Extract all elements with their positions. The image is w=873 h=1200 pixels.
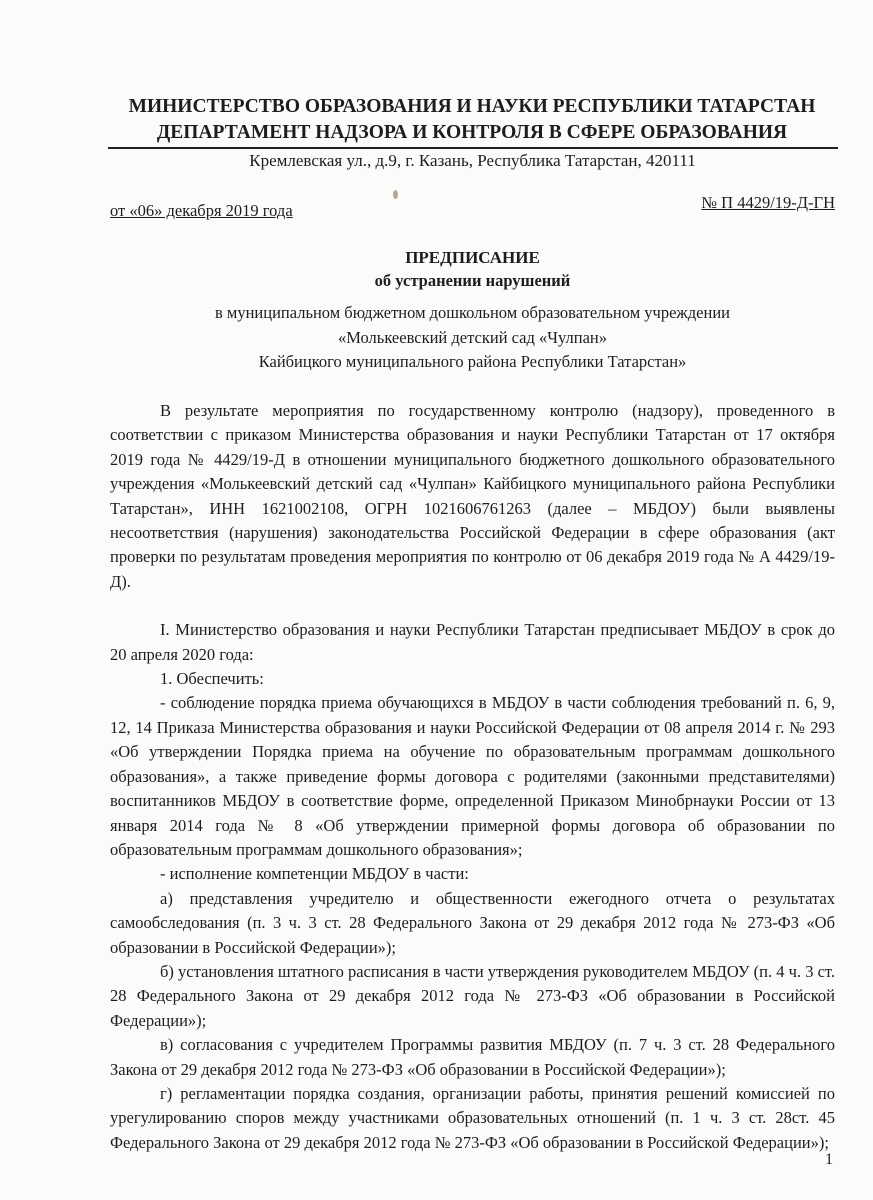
list-item: б) установления штатного расписания в части утверждения руководителем МБДОУ (п. 4 ч. 3 ст. 28 Федерального Закона от 29 декабря 2012 года № 273-ФЗ «Об образовании в Российской Федерации»);	[110, 961, 835, 1030]
list-item: а) представления учредителю и общественности ежегодного отчета о результатах самообследования (п. 3 ч. 3 ст. 28 Федерального Закона от 29 декабря 2012 года № 273-ФЗ «Об образовании в Российской Федерации»);	[110, 888, 835, 957]
department-heading: ДЕПАРТАМЕНТ НАДЗОРА И КОНТРОЛЯ В СФЕРЕ ОБРАЗОВАНИЯ	[156, 122, 788, 143]
institution-line: «Молькеевский детский сад «Чулпан»	[338, 328, 607, 347]
list-item: 1. Обеспечить:	[160, 669, 264, 689]
scan-speck	[393, 190, 398, 199]
address: Кремлевская ул., д.9, г. Казань, Республика Татарстан, 420111	[249, 151, 696, 170]
header-divider	[108, 147, 838, 149]
intro-paragraph: В результате мероприятия по государственному контролю (надзору), проведенного в соответствии с приказом Министерства образования и науки Республики Татарстан от 17 октября 2019 года № 4429/19-Д в отношении муниципального бюджетного дошкольного образовательного учреждения «Молькеевский детский сад «Чулпан» Кайбицкого муниципального района Республики Татарстан», ИНН 1621002108, ОГРН 1021606761263 (далее – МБДОУ) были выявлены несоответствия (нарушения) законодательства Российской Федерации в сфере образования (акт проверки по результатам проведения мероприятия по контролю от 06 декабря 2019 года № А 4429/19-Д).	[110, 401, 835, 591]
ministry-heading: МИНИСТЕРСТВО ОБРАЗОВАНИЯ И НАУКИ РЕСПУБЛИКИ ТАТАРСТАН	[128, 96, 816, 117]
institution-line: в муниципальном бюджетном дошкольном образовательном учреждении	[214, 303, 730, 322]
list-item: - исполнение компетенции МБДОУ в части:	[160, 864, 469, 884]
list-item: г) регламентации порядка создания, организации работы, принятия решений комиссией по урегулированию споров между участниками образовательных отношений (п. 1 ч. 3 ст. 28ст. 45 Федерального Закона от 29 декабря 2012 года № 273-ФЗ «Об образовании в Российской Федерации»);	[110, 1083, 835, 1152]
institution-line: Кайбицкого муниципального района Республики Татарстан»	[258, 352, 687, 371]
list-item: в) согласования с учредителем Программы развития МБДОУ (п. 7 ч. 3 ст. 28 Федерального Закона от 29 декабря 2012 года № 273-ФЗ «Об образовании в Российской Федерации»);	[110, 1035, 835, 1079]
section-1-paragraph	[110, 618, 835, 667]
list-item: - соблюдение порядка приема обучающихся в МБДОУ в части соблюдения требований п. 6, 9, 12, 14 Приказа Министерства образования и науки Российской Федерации от 08 апреля 2014 г. № 293 «Об утверждении Порядка приема на обучение по образовательным программам дошкольного образования», а также приведение формы договора с родителями (законными представителями) воспитанников МБДОУ в соответствие форме, определенной Приказом Минобрнауки России от 13 января 2014 года № 8 «Об утверждении примерной формы договора об образовании по образовательным программам дошкольного образования»;	[110, 693, 835, 859]
document-date: от «06» декабря 2019 года	[110, 201, 293, 220]
document-body	[110, 399, 835, 1155]
document-title: ПРЕДПИСАНИЕ	[405, 248, 540, 267]
deadline: в срок до 20 апреля 2020 года:	[110, 620, 836, 664]
section-1-text: I. Министерство образования и науки Республики Татарстан предписывает МБДОУ	[160, 620, 768, 640]
document-number: № П 4429/19-Д-ГН	[701, 193, 835, 212]
page-number: 1	[825, 1151, 833, 1168]
document-subtitle: об устранении нарушений	[374, 271, 571, 290]
